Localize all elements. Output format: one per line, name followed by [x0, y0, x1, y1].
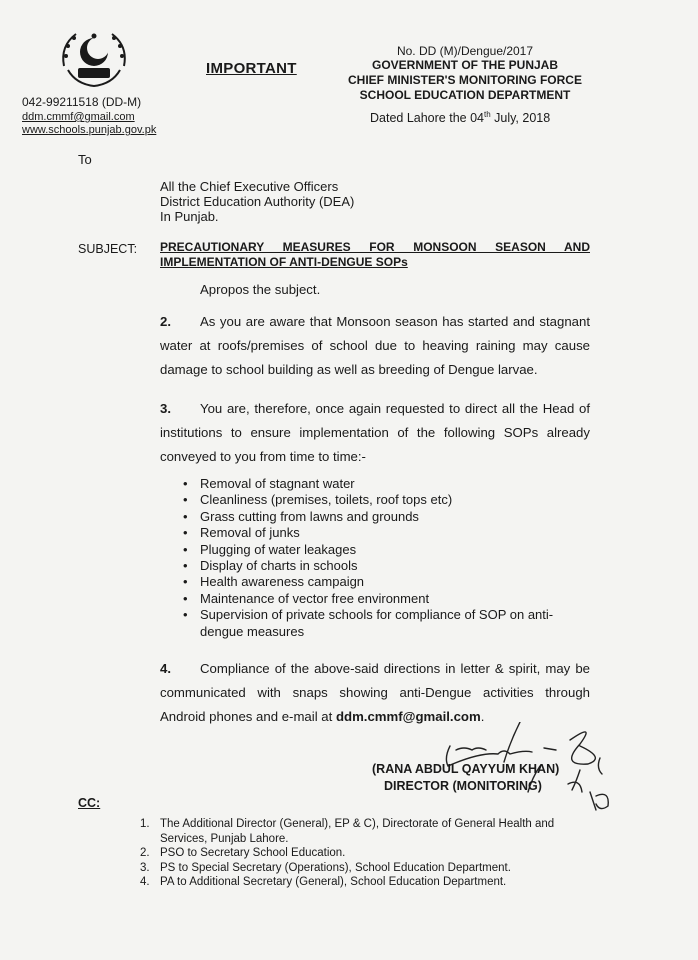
reference-number: No. DD (M)/Dengue/2017 [396, 44, 534, 58]
punjab-government-logo [56, 26, 132, 90]
list-item: • Removal of stagnant water [183, 476, 355, 491]
paragraph-3-text: You are, therefore, once again requested to direct all the Head of institutions to ensure implementation of the following SOPs already conveyed to you from time to time:- [160, 401, 590, 464]
date-line: Dated Lahore the 04th July, 2018 [370, 110, 551, 126]
important-label: IMPORTANT [206, 60, 297, 77]
list-item: 1. The Additional Director (General), EP & C), Directorate of General Health and Services, Punjab Lahore. [140, 818, 555, 845]
signatory-title: DIRECTOR (MONITORING) [384, 779, 542, 793]
list-item: • Maintenance of vector free environment [183, 590, 430, 606]
list-item: 2. PSO to Secretary School Education. [140, 847, 346, 859]
to-label: To [78, 152, 92, 167]
list-item: • Grass cutting from lawns and grounds [183, 508, 419, 524]
contact-phone: 042-99211518 (DD-M) [22, 95, 142, 109]
subject-text: PRECAUTIONARY MEASURES FOR MONSOON SEASON AND IMPLEMENTATION OF ANTI-DENGUE SOPs [160, 240, 590, 269]
recipient-line-2: District Education Authority (DEA) [160, 194, 355, 209]
org-line-1: GOVERNMENT OF THE PUNJAB [371, 58, 558, 72]
contact-email-inline[interactable]: ddm.cmmf@gmail.com [335, 709, 481, 724]
apropos-line: Apropos the subject. [200, 282, 321, 297]
list-item: • Removal of junks [183, 525, 300, 541]
paragraph-2-number: 2. [160, 314, 171, 329]
paragraph-2-text: As you are aware that Monsoon season has started and stagnant water at roofs/premises of school due to heaving raining may cause damage to school building as well as breeding of Dengue larvae. [160, 314, 590, 377]
contact-email[interactable]: ddm.cmmf@gmail.com [22, 111, 135, 123]
list-item: • Display of charts in schools [183, 558, 358, 574]
recipient-line-3: In Punjab. [160, 209, 219, 224]
cc-label: CC: [78, 796, 101, 810]
sop-list [183, 476, 592, 640]
paragraph-4-number: 4. [160, 661, 171, 676]
contact-website[interactable]: www.schools.punjab.gov.pk [22, 124, 157, 136]
list-item: • Supervision of private schools for compliance of SOP on anti-dengue measures [183, 607, 554, 639]
org-line-3: SCHOOL EDUCATION DEPARTMENT [359, 88, 571, 102]
org-line-2: CHIEF MINISTER'S MONITORING FORCE [348, 73, 582, 87]
list-item: 3. PS to Special Secretary (Operations), School Education Department. [140, 861, 511, 874]
signatory-name: (RANA ABDUL QAYYUM KHAN) [372, 762, 560, 776]
list-item: • Cleanliness (premises, toilets, roof tops etc) [183, 492, 453, 508]
subject-label: SUBJECT: [78, 242, 138, 256]
paragraph-3-number: 3. [160, 401, 171, 416]
paragraph-4: 4. Compliance of the above-said directions in letter & spirit, may be communicated with snaps showing anti-Dengue activities through Android phones and e-mail at ddm.cmmf@gmail.com. [160, 657, 590, 729]
list-item: 4. PA to Additional Secretary (General), School Education Department. [140, 876, 507, 888]
paragraph-3 [160, 397, 590, 469]
list-item: • Health awareness campaign [183, 574, 365, 590]
recipient-line-1: All the Chief Executive Officers [160, 179, 339, 194]
paragraph-2 [160, 310, 590, 382]
cc-list [140, 817, 600, 890]
list-item: • Plugging of water leakages [183, 541, 357, 557]
paragraph-4-text: Compliance of the above-said directions in letter & spirit, may be communicated with snaps showing anti-Dengue activities through Android phones and e-mail at [160, 661, 590, 724]
